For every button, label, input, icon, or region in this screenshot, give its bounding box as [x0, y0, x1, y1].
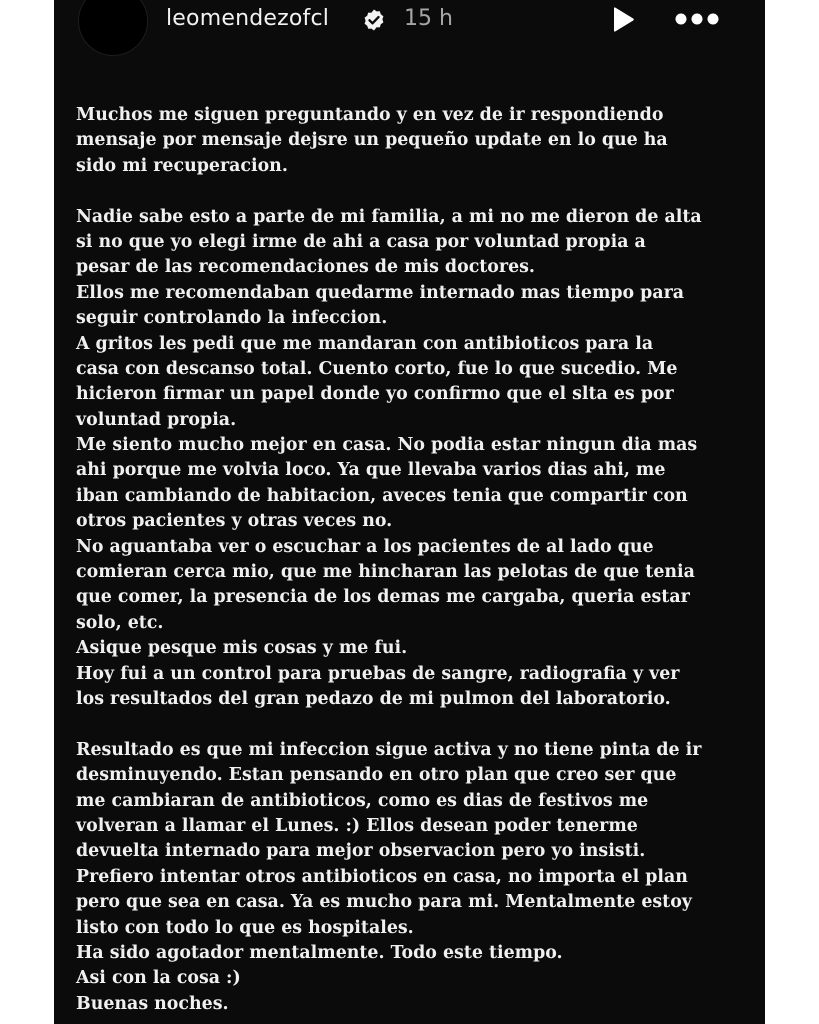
- story-text-line: iban cambiando de habitacion, aveces tenia que compartir con: [76, 485, 688, 506]
- story-text-line: Resultado es que mi infeccion sigue activa y no tiene pinta de ir: [76, 739, 702, 760]
- story-text-line: volveran a llamar el Lunes. :) Ellos desean poder tenerme: [76, 815, 638, 836]
- story-text-line: casa con descanso total. Cuento corto, fue lo que sucedio. Me: [76, 358, 678, 379]
- story-viewer: [54, 0, 765, 1024]
- play-icon[interactable]: [606, 4, 638, 36]
- story-text-line: Nadie sabe esto a parte de mi familia, a mi no me dieron de alta: [76, 206, 702, 227]
- avatar[interactable]: [78, 0, 148, 56]
- verified-badge-icon: [362, 8, 386, 32]
- story-header: [54, 0, 765, 50]
- story-text-line: Buenas noches.: [76, 993, 229, 1014]
- story-text-line: hicieron firmar un papel donde yo confirmo que el slta es por: [76, 384, 674, 405]
- story-text-line: sido mi recuperacion.: [76, 155, 288, 176]
- story-timestamp: 15 h: [404, 6, 453, 31]
- story-text-line: Asi con la cosa :): [76, 968, 241, 989]
- story-text-line: No aguantaba ver o escuchar a los pacientes de al lado que: [76, 536, 654, 557]
- story-text-line: A gritos les pedi que me mandaran con antibioticos para la: [76, 333, 654, 354]
- story-text-line: mensaje por mensaje dejsre un pequeño update en lo que ha: [76, 130, 668, 151]
- story-text-line: Hoy fui a un control para pruebas de sangre, radiografia y ver: [76, 663, 680, 684]
- story-text-line: listo con todo lo que es hospitales.: [76, 917, 414, 938]
- paragraph-gap: [76, 179, 756, 204]
- story-text-line: otros pacientes y otras veces no.: [76, 511, 393, 532]
- story-text-line: desminuyendo. Estan pensando en otro plan que creo ser que: [76, 765, 677, 786]
- story-text: [76, 103, 756, 1017]
- story-text-line: solo, etc.: [76, 612, 164, 633]
- story-text-line: Ha sido agotador mentalmente. Todo este tiempo.: [76, 942, 563, 963]
- story-text-line: Prefiero intentar otros antibioticos en casa, no importa el plan: [76, 866, 688, 887]
- more-options-icon[interactable]: [674, 10, 720, 28]
- story-text-line: pesar de las recomendaciones de mis doctores.: [76, 257, 535, 278]
- story-text-line: los resultados del gran pedazo de mi pulmon del laboratorio.: [76, 688, 671, 709]
- story-text-line: que comer, la presencia de los demas me cargaba, queria estar: [76, 587, 690, 608]
- story-text-line: voluntad propia.: [76, 409, 237, 430]
- paragraph-gap: [76, 712, 756, 737]
- story-text-line: seguir controlando la infeccion.: [76, 308, 388, 329]
- story-text-line: Me siento mucho mejor en casa. No podia estar ningun dia mas: [76, 435, 698, 456]
- story-text-line: pero que sea en casa. Ya es mucho para mi. Mentalmente estoy: [76, 892, 692, 913]
- story-text-line: si no que yo elegi irme de ahi a casa por voluntad propia a: [76, 231, 646, 252]
- story-text-line: me cambiaran de antibioticos, como es dias de festivos me: [76, 790, 649, 811]
- story-text-line: Asique pesque mis cosas y me fui.: [76, 638, 408, 659]
- story-text-line: Ellos me recomendaban quedarme internado mas tiempo para: [76, 282, 685, 303]
- username[interactable]: leomendezofcl: [166, 6, 330, 31]
- story-text-line: comieran cerca mio, que me hincharan las pelotas de que tenia: [76, 562, 695, 583]
- story-text-line: ahi porque me volvia loco. Ya que llevaba varios dias ahi, me: [76, 460, 666, 481]
- story-text-line: devuelta internado para mejor observacion pero yo insisti.: [76, 841, 646, 862]
- story-text-line: Muchos me siguen preguntando y en vez de ir respondiendo: [76, 105, 664, 125]
